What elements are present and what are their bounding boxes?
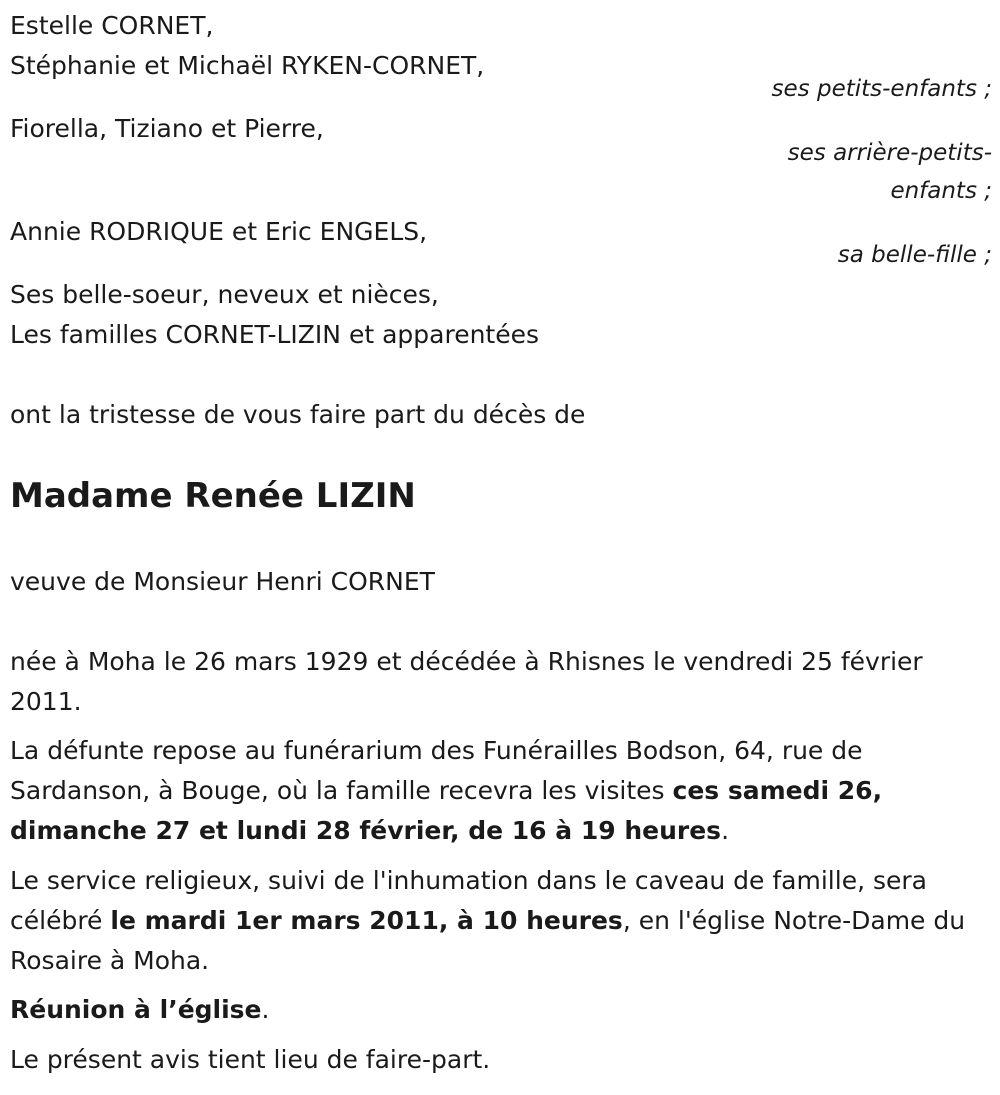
visitation-dates: ces samedi 26, dimanche 27 et lundi 28 février, de 16 à 19 heures [10,776,883,845]
daughter-in-law-names: Annie RODRIQUE et Eric ENGELS, [10,217,428,246]
birth-death-text: née à Moha le 26 mars 1929 et décédée à Rhisnes le vendredi 25 février 2011. [10,647,923,716]
deceased-name: Madame Renée LIZIN [10,476,416,516]
announcement-text: ont la tristesse de vous faire part du décès de [10,400,586,429]
grandchild-name-2: Stéphanie et Michaël RYKEN-CORNET, [10,51,485,80]
great-grandchildren-names: Fiorella, Tiziano et Pierre, [10,114,324,143]
meeting-end: . [261,995,270,1024]
others-line-2: Les familles CORNET-LIZIN et apparentées [10,320,540,349]
visitation-end: . [721,816,730,845]
great-grandchildren-relation-1: ses arrière-petits- [787,140,992,166]
grandchild-name-1: Estelle CORNET, [10,11,214,40]
widow-of-text: veuve de Monsieur Henri CORNET [10,567,435,596]
service-paragraph [10,861,985,981]
notice-text: Le présent avis tient lieu de faire-part. [10,1045,491,1074]
great-grandchildren-relation-2: enfants ; [890,178,992,204]
grandchildren-relation: ses petits-enfants ; [771,76,992,102]
visitation-paragraph [10,731,945,851]
service-text: Le service religieux, suivi de l'inhumation dans le caveau de famille, sera célébré [10,866,927,935]
meeting-paragraph [10,990,269,1030]
visitation-text: La défunte repose au funérarium des Funérailles Bodson, 64, rue de Sardanson, à Bouge, où la famille recevra les visites [10,736,863,805]
others-line-1: Ses belle-soeur, neveux et nièces, [10,280,439,309]
service-date: le mardi 1er mars 2011, à 10 heures [110,906,623,935]
service-location: , en l'église Notre-Dame du Rosaire à Moha. [10,906,966,975]
meeting-text: Réunion à l’église [10,995,262,1024]
daughter-in-law-relation: sa belle-fille ; [837,242,992,268]
